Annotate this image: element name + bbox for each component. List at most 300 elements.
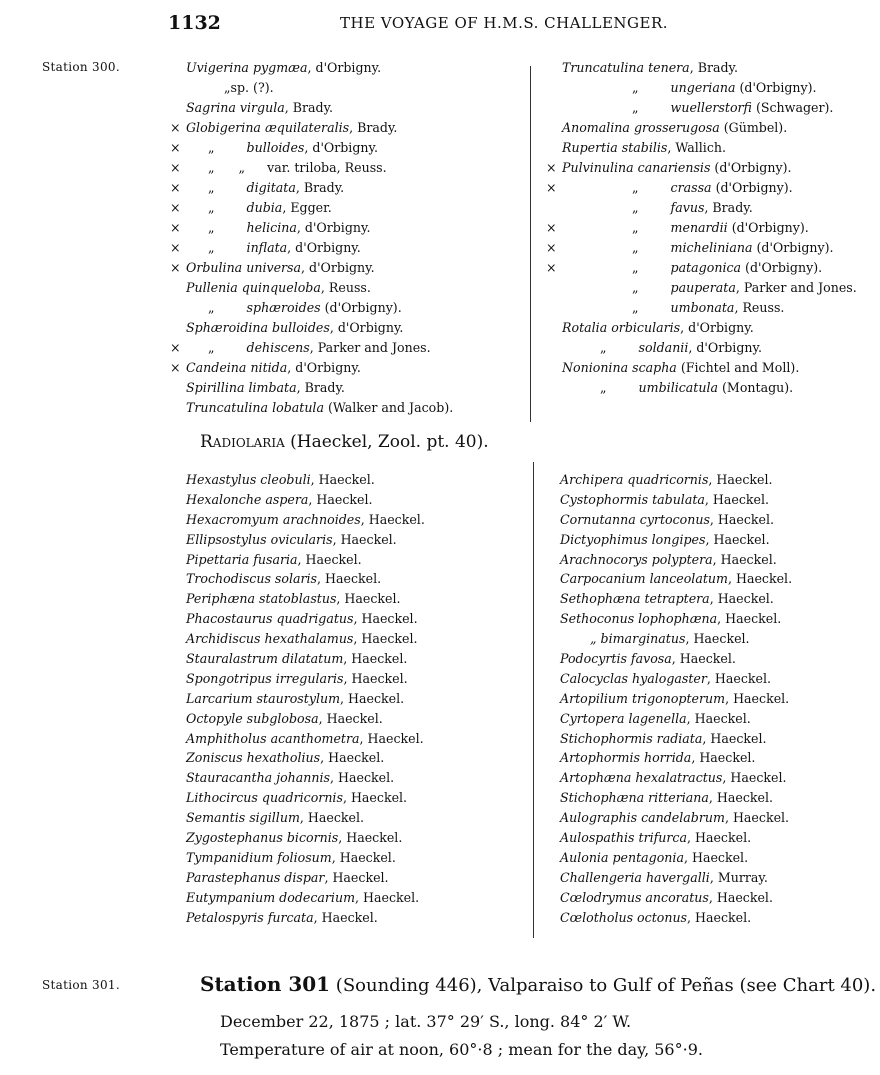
species-entry [170, 278, 525, 298]
species-name: Spongotripus irregularis [186, 670, 344, 686]
author: , Haeckel. [687, 909, 752, 925]
genus: Globigerina [186, 120, 261, 135]
genus: „ [208, 180, 215, 195]
species-name: Amphitholus acanthometra [186, 730, 360, 746]
radiolaria-entry [560, 908, 875, 928]
species-entry [546, 58, 876, 78]
species: bulloides [272, 320, 330, 335]
genus: Uvigerina [186, 60, 249, 75]
species-entry [546, 298, 876, 318]
species-entry [546, 198, 876, 218]
genus: Rotalia [562, 320, 608, 335]
radiolaria-entry [186, 729, 526, 749]
author: , Haeckel. [717, 611, 782, 627]
margin-station-300: Station 300. [42, 60, 120, 74]
species-name: Periphæna statoblastus [186, 591, 337, 607]
author: , Reuss. [734, 300, 785, 315]
radiolaria-entry [186, 569, 526, 589]
author: , Parker and Jones. [309, 340, 431, 355]
author: , Haeckel. [342, 790, 408, 806]
genus: Orbulina [186, 260, 243, 275]
author: , Haeckel. [313, 909, 378, 925]
author: , Haeckel. [671, 651, 736, 667]
radiolaria-entry [186, 669, 526, 689]
author: , Haeckel. [355, 889, 420, 905]
column-divider [530, 66, 531, 422]
author: , Haeckel. [297, 551, 362, 567]
species-name: Artophormis horrida [560, 750, 692, 766]
species: favus [670, 200, 705, 215]
species-name: Larcarium staurostylum [186, 690, 341, 706]
radiolaria-entry [186, 689, 526, 709]
radiolaria-entry [186, 530, 526, 550]
author: , Haeckel. [686, 710, 751, 726]
species-entry [546, 258, 876, 278]
radiolaria-entry [186, 868, 526, 888]
radiolaria-column-divider [533, 462, 534, 938]
species-name: Stauracantha johannis [186, 770, 331, 786]
species-entry [170, 238, 525, 258]
author: , Haeckel. [343, 670, 408, 686]
genus: „ [632, 240, 639, 255]
radiolaria-entry [186, 808, 526, 828]
author: , d'Orbigny. [301, 260, 375, 275]
species-name: Hexastylus cleobuli [186, 472, 311, 487]
author: (Montagu). [718, 380, 794, 395]
author: , Haeckel. [343, 651, 408, 667]
author: (Fichtel and Moll). [676, 360, 800, 375]
species-name: Stichophæna ritteriana [560, 790, 709, 806]
species: canariensis [637, 160, 711, 175]
species-entry [170, 338, 525, 358]
species: patagonica [670, 260, 742, 275]
species: scapha [632, 360, 677, 375]
genus: Sagrina [186, 100, 236, 115]
radiolaria-entry [560, 729, 875, 749]
species-entry [546, 218, 876, 238]
radiolaria-entry [560, 550, 875, 570]
genus: Nonionina [562, 360, 629, 375]
author: , d'Orbigny. [287, 240, 361, 255]
species-name: Stauralastrum dilatatum [186, 651, 344, 667]
radiolaria-entry [186, 748, 526, 768]
radiolaria-heading [200, 432, 489, 452]
species-name: Lithocircus quadricornis [186, 790, 343, 806]
author: , Haeckel. [702, 730, 767, 746]
author: , Haeckel. [340, 690, 405, 706]
radiolaria-entry [186, 709, 526, 729]
species-entry [546, 118, 876, 138]
species-entry [546, 378, 876, 398]
genus: „ [208, 200, 215, 215]
author: , Haeckel. [330, 770, 395, 786]
species: pauperata [670, 280, 736, 295]
species: sphæroides [246, 300, 321, 315]
species: ungeriana [670, 80, 736, 95]
radiolaria-entry [560, 629, 875, 649]
radiolaria-entry [560, 470, 875, 490]
species-name: Cœlodrymus ancoratus [560, 889, 709, 905]
author: , Haeckel. [308, 491, 373, 507]
present-mark: × [546, 180, 557, 195]
variety: var. triloba [267, 160, 337, 175]
radiolaria-entry [186, 550, 526, 570]
foraminifera-right-column [546, 58, 876, 398]
species: wuellerstorfi [670, 100, 752, 115]
species-entry [546, 318, 876, 338]
species-name: Trochodiscus solaris [186, 571, 318, 587]
species-name: Archipera quadricornis [560, 472, 709, 487]
author: , Brady. [284, 100, 334, 115]
author: , Haeckel. [709, 511, 775, 527]
genus: „ [632, 180, 639, 195]
radiolaria-entry [560, 748, 875, 768]
present-mark: × [170, 160, 181, 175]
species-entry [170, 318, 525, 338]
species-entry [170, 218, 525, 238]
species-name: Challengeria havergalli [560, 869, 710, 885]
radiolaria-heading-name: Radiolaria [200, 432, 285, 452]
author: sp. (?). [230, 80, 274, 95]
species-entry [546, 138, 876, 158]
author: , Haeckel. [708, 790, 774, 806]
species-name: Parastephanus dispar [186, 869, 325, 885]
genus: Truncatulina [186, 400, 269, 415]
species-entry [170, 178, 525, 198]
species-name: „ bimarginatus [590, 631, 686, 647]
author: , Haeckel. [360, 511, 425, 527]
genus: „ [224, 80, 231, 95]
species: stabilis [621, 140, 668, 155]
genus: „ [600, 380, 607, 395]
genus: „ [632, 200, 639, 215]
species-entry [170, 138, 525, 158]
radiolaria-entry [186, 609, 526, 629]
author: , Haeckel. [683, 849, 749, 865]
species-entry [170, 378, 525, 398]
station-301-heading [200, 972, 876, 996]
radiolaria-entry [186, 589, 526, 609]
author: , Parker and Jones. [735, 280, 857, 295]
author: , Haeckel. [727, 571, 793, 587]
species-entry [546, 338, 876, 358]
species: virgula [239, 100, 285, 115]
radiolaria-entry [186, 768, 526, 788]
genus: „ [208, 300, 215, 315]
author: , Haeckel. [709, 591, 774, 607]
present-mark: × [546, 220, 557, 235]
radiolaria-entry [560, 788, 875, 808]
present-mark: × [546, 160, 557, 175]
author: , Haeckel. [706, 670, 772, 686]
author: (Schwager). [751, 100, 834, 115]
present-mark: × [170, 140, 181, 155]
author: , Haeckel. [691, 750, 756, 766]
foraminifera-left-column [170, 58, 525, 418]
genus: Spirillina [186, 380, 245, 395]
species-name: Aulospathis trifurca [560, 830, 687, 846]
species-name: Arachnocorys polyptera [560, 551, 713, 567]
margin-station-301: Station 301. [42, 978, 120, 992]
species: æquilateralis [264, 120, 350, 135]
author: , Haeckel. [724, 810, 790, 826]
radiolaria-entry [560, 888, 875, 908]
present-mark: × [170, 200, 181, 215]
genus: Pulvinulina [562, 160, 634, 175]
species: crassa [670, 180, 712, 195]
species-name: Cœlotholus octonus [560, 909, 688, 925]
author: , Murray. [709, 869, 768, 885]
station-301-date-position: December 22, 1875 ; lat. 37° 29′ S., long. 84° 2′ W. [220, 1012, 632, 1031]
author: , Haeckel. [336, 591, 401, 607]
author: , Haeckel. [708, 889, 773, 905]
species-entry [170, 298, 525, 318]
species-entry [170, 198, 525, 218]
genus: Truncatulina [562, 60, 645, 75]
author: (d'Orbigny). [727, 220, 809, 235]
species-name: Eutympanium dodecarium [186, 889, 356, 905]
author: , Haeckel. [686, 830, 752, 846]
species-name: Archidiscus hexathalamus [186, 631, 354, 647]
author: , Reuss. [320, 280, 371, 295]
radiolaria-entry [560, 689, 875, 709]
author: , d'Orbigny. [307, 60, 382, 75]
radiolaria-entry [186, 490, 526, 510]
species-name: Podocyrtis favosa [560, 651, 672, 667]
species: quinqueloba [241, 280, 321, 295]
species-entry [546, 158, 876, 178]
genus: „ [600, 340, 607, 355]
species: limbata [248, 380, 297, 395]
species-entry [546, 178, 876, 198]
author: , d'Orbigny. [680, 320, 754, 335]
species: dubia [246, 200, 283, 215]
species-name: Sethophæna tetraptera [560, 591, 710, 607]
radiolaria-entry [186, 888, 526, 908]
radiolaria-entry [560, 510, 875, 530]
author: , Haeckel. [353, 611, 418, 627]
genus: Pullenia [186, 280, 238, 295]
radiolaria-entry [186, 470, 526, 490]
author: , Wallich. [667, 140, 727, 155]
species-name: Octopyle subglobosa [186, 710, 319, 726]
author: (d'Orbigny). [752, 240, 834, 255]
species: pygmæa [252, 60, 308, 75]
author: , d'Orbigny. [304, 140, 378, 155]
genus: „ [632, 80, 639, 95]
radiolaria-entry [186, 828, 526, 848]
radiolaria-heading-ref: (Haeckel, Zool. pt. 40). [284, 432, 489, 452]
species-entry [170, 258, 525, 278]
author: , Haeckel. [299, 810, 365, 826]
species-entry [170, 98, 525, 118]
author: , Haeckel. [722, 770, 787, 786]
radiolaria-entry [186, 510, 526, 530]
radiolaria-entry [560, 669, 875, 689]
species: lobatula [272, 400, 324, 415]
present-mark: × [170, 120, 181, 135]
species: helicina [246, 220, 297, 235]
author: , Brady. [704, 200, 753, 215]
species-name: Aulographis candelabrum [560, 810, 725, 826]
radiolaria-entry [560, 868, 875, 888]
author: , d'Orbigny. [296, 220, 371, 235]
author: , Egger. [282, 200, 332, 215]
radiolaria-entry [186, 629, 526, 649]
genus: „ [208, 220, 215, 235]
author: , Haeckel. [359, 730, 424, 746]
species: umbilicatula [638, 380, 719, 395]
author: (d'Orbigny). [711, 180, 793, 195]
radiolaria-entry [560, 808, 875, 828]
present-mark: × [170, 360, 181, 375]
species: tenera [648, 60, 690, 75]
page-number: 1132 [168, 12, 221, 34]
radiolaria-entry [560, 828, 875, 848]
species-entry [170, 78, 525, 98]
species-name: Ellipsostylus ovicularis [186, 531, 333, 547]
species: umbonata [670, 300, 735, 315]
present-mark: × [170, 240, 181, 255]
genus: Sphæroidina [186, 320, 268, 335]
author: (Gümbel). [719, 120, 788, 135]
species-name: Phacostaurus quadrigatus [186, 611, 354, 627]
species-entry [546, 278, 876, 298]
species-entry [170, 158, 525, 178]
radiolaria-entry [560, 768, 875, 788]
author: , Haeckel. [353, 631, 418, 647]
species: digitata [246, 180, 296, 195]
genus: „ [632, 220, 639, 235]
author: , Haeckel. [725, 690, 790, 706]
species-name: Zoniscus hexatholius [186, 750, 321, 766]
species-entry [170, 398, 525, 418]
author: , Haeckel. [318, 710, 383, 726]
species-name: Cyrtopera lagenella [560, 710, 687, 726]
author: , Haeckel. [331, 849, 396, 865]
species: soldanii [638, 340, 689, 355]
species-entry [170, 358, 525, 378]
present-mark: × [170, 220, 181, 235]
author: , Reuss. [336, 160, 387, 175]
species-entry [170, 118, 525, 138]
genus: Rupertia [562, 140, 618, 155]
genus: „ [632, 260, 639, 275]
species-name: Calocyclas hyalogaster [560, 670, 707, 686]
author: , Haeckel. [320, 750, 385, 766]
author: , Brady. [349, 120, 398, 135]
present-mark: × [546, 260, 557, 275]
author: , Haeckel. [685, 631, 750, 647]
species-name: Artopilium trigonopterum [560, 690, 726, 706]
radiolaria-entry [560, 649, 875, 669]
species-name: Artophæna hexalatractus [560, 770, 723, 786]
species: dehiscens [246, 340, 310, 355]
species: universa [246, 260, 302, 275]
species-name: Zygostephanus bicornis [186, 830, 339, 846]
radiolaria-entry [560, 589, 875, 609]
author: (d'Orbigny). [320, 300, 402, 315]
author: , Haeckel. [708, 472, 773, 487]
author: (d'Orbigny). [710, 160, 792, 175]
species-name: Pipettaria fusaria [186, 551, 298, 567]
species-entry [546, 238, 876, 258]
species: grosserugosa [633, 120, 720, 135]
author: , Haeckel. [705, 531, 770, 547]
species-name: Petalospyris furcata [186, 909, 314, 925]
author: , Brady. [296, 380, 345, 395]
species: „ [238, 160, 246, 175]
genus: „ [632, 280, 639, 295]
genus: Candeina [186, 360, 247, 375]
author: , Haeckel. [712, 551, 777, 567]
species-name: Cornutanna cyrtoconus [560, 511, 710, 527]
radiolaria-left-column [186, 470, 526, 927]
present-mark: × [170, 260, 181, 275]
author: , Haeckel. [324, 869, 389, 885]
genus: „ [632, 300, 639, 315]
author: , Brady. [295, 180, 345, 195]
radiolaria-entry [560, 530, 875, 550]
radiolaria-entry [186, 908, 526, 928]
author: , d'Orbigny. [329, 320, 404, 335]
species-name: Sethoconus lophophæna [560, 611, 718, 627]
radiolaria-entry [186, 788, 526, 808]
radiolaria-entry [186, 848, 526, 868]
station-301-temperature: Temperature of air at noon, 60°·8 ; mean for the day, 56°·9. [220, 1040, 703, 1059]
species-name: Dictyophimus longipes [560, 531, 706, 547]
author: , Haeckel. [310, 472, 375, 487]
species-name: Semantis sigillum [186, 810, 300, 826]
species-name: Hexacromyum arachnoides [186, 511, 361, 527]
species-entry [170, 58, 525, 78]
radiolaria-entry [560, 709, 875, 729]
radiolaria-entry [560, 490, 875, 510]
species-name: Carpocanium lanceolatum [560, 571, 728, 587]
species-entry [546, 98, 876, 118]
author: , Haeckel. [704, 491, 770, 507]
species: nitida [250, 360, 288, 375]
station-301-subtitle: (Sounding 446), Valparaiso to Gulf of Peñas (see Chart 40). [330, 975, 877, 996]
running-title: THE VOYAGE OF H.M.S. CHALLENGER. [340, 14, 669, 32]
genus: Anomalina [562, 120, 630, 135]
author: , d'Orbigny. [287, 360, 361, 375]
species-name: Stichophormis radiata [560, 730, 703, 746]
present-mark: × [170, 340, 181, 355]
author: , Brady. [689, 60, 738, 75]
author: , Haeckel. [332, 531, 397, 547]
species-name: Hexalonche aspera [186, 491, 309, 507]
species: inflata [246, 240, 288, 255]
radiolaria-entry [186, 649, 526, 669]
present-mark: × [546, 240, 557, 255]
present-mark: × [170, 180, 181, 195]
species-name: Tympanidium foliosum [186, 849, 332, 865]
radiolaria-entry [560, 569, 875, 589]
species: bulloides [246, 140, 305, 155]
author: (d'Orbigny). [735, 80, 817, 95]
genus: „ [208, 140, 215, 155]
author: (d'Orbigny). [741, 260, 823, 275]
genus: „ [208, 340, 215, 355]
genus: „ [632, 100, 639, 115]
station-301-title: Station 301 [200, 972, 331, 996]
genus: „ [208, 160, 215, 175]
radiolaria-entry [560, 609, 875, 629]
species-name: Aulonia pentagonia [560, 849, 684, 865]
species: menardii [670, 220, 728, 235]
genus: „ [208, 240, 215, 255]
